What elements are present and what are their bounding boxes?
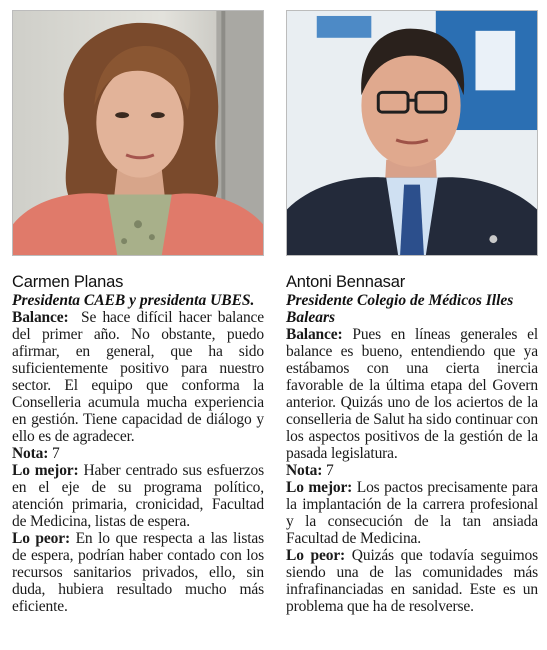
- person-role: Presidenta CAEB y presidenta UBES.: [12, 292, 255, 309]
- portrait-photo-antoni-bennasar: [286, 10, 538, 256]
- nota-value: 7: [52, 445, 60, 462]
- interview-text-right: [286, 258, 538, 615]
- nota-label: Nota:: [286, 462, 323, 479]
- peor-paragraph: [286, 547, 538, 615]
- nota-paragraph: [286, 462, 538, 479]
- peor-paragraph: [12, 530, 264, 615]
- nota-label: Nota:: [12, 445, 49, 462]
- portrait-image: [287, 11, 537, 255]
- mejor-label: Lo mejor:: [12, 462, 79, 479]
- mejor-text: Los pactos precisamente para la implantación de la carrera profesional y la consecución de la tan ansiada Facultad de Medicina.: [286, 479, 538, 547]
- balance-paragraph: [286, 326, 538, 462]
- balance-text: Se hace difícil hacer balance del primer año. No obstante, puedo afirmar, en general, que ha sido suficientemente positivo para nuestro sector. El equipo que conforma la Conselleria acumula mucha experiencia en gestión. Tiene capacidad de diálogo y ello es de agradecer.: [12, 309, 265, 445]
- person-name: Antoni Bennasar: [286, 273, 406, 291]
- mejor-text: Haber centrado sus esfuerzos en el eje de su programa político, atención primaria, cronicidad, Facultad de Medicina, listas de espera.: [12, 462, 264, 530]
- nota-value: 7: [326, 462, 334, 479]
- balance-label: Balance:: [286, 326, 343, 343]
- peor-label: Lo peor:: [12, 530, 70, 547]
- balance-text: Pues en líneas generales el balance es bueno, entendiendo que ya estábamos con una cierta inercia favorable de la última etapa del Govern anterior. Quizás uno de los aciertos de la conselleria de Salut ha sido continuar con los aspectos positivos de la gestión de la pasada legislatura.: [286, 326, 538, 462]
- mejor-label: Lo mejor:: [286, 479, 353, 496]
- peor-text: En lo que respecta a las listas de espera, podrían haber contado con los recursos sanitarios privados, ello, sin duda, hubiera resultado mucho más eficiente.: [12, 530, 265, 615]
- person-role: Presidente Colegio de Médicos Illes Balears: [286, 292, 514, 326]
- mejor-paragraph: [12, 462, 264, 530]
- nota-paragraph: [12, 445, 264, 462]
- balance-paragraph: [12, 309, 264, 445]
- person-name: Carmen Planas: [12, 273, 124, 291]
- portrait-photo-carmen-planas: [12, 10, 264, 256]
- portrait-image: [13, 11, 263, 255]
- interview-text-left: [12, 258, 264, 615]
- mejor-paragraph: [286, 479, 538, 547]
- balance-label: Balance:: [12, 309, 69, 326]
- peor-label: Lo peor:: [286, 547, 346, 564]
- peor-text: Quizás que todavía seguimos siendo una de las comunidades más infrafinanciadas en sanidad. Este es un problema que ha de resolverse.: [286, 547, 538, 615]
